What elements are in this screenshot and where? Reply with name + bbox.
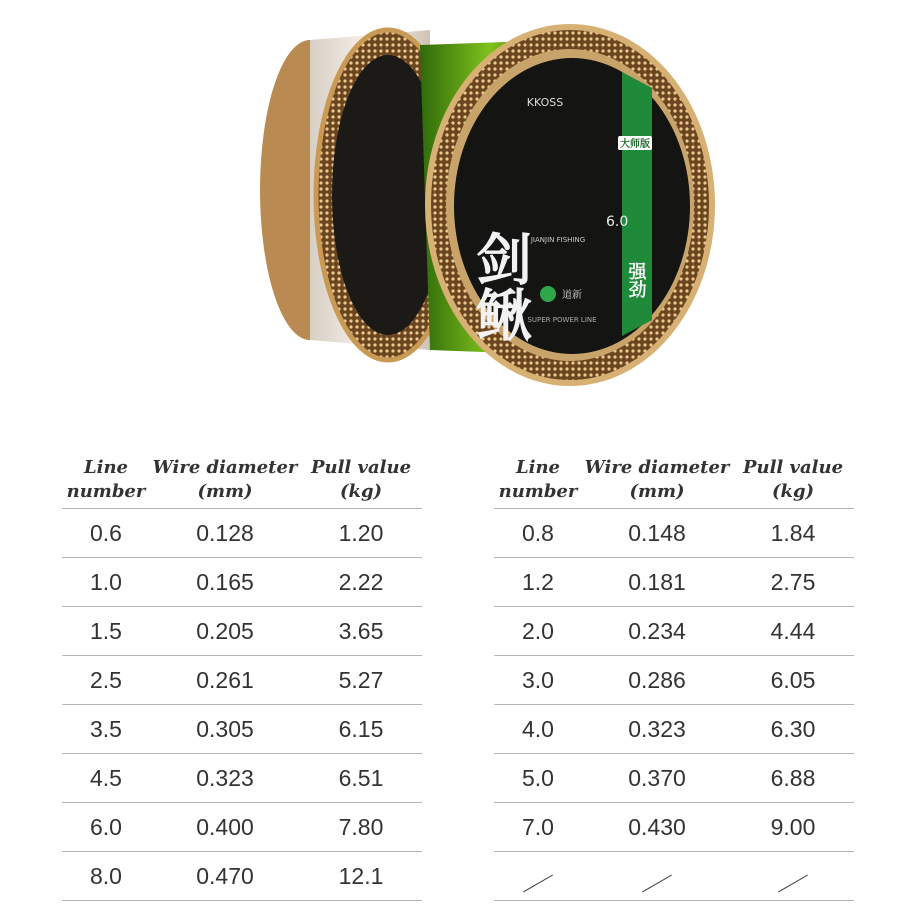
front-spool (420, 27, 712, 383)
table-row (62, 705, 422, 754)
line-number-cell: 1.0 (62, 558, 150, 607)
tag-label: 道新 (562, 290, 582, 301)
wire-diameter-cell: 0.400 (150, 803, 300, 852)
pull-value-cell: 6.15 (300, 705, 422, 754)
empty-cell-dash (732, 852, 854, 901)
line-number-cell: 7.0 (494, 803, 582, 852)
wire-diameter-cell: 0.323 (150, 754, 300, 803)
header-line-number: Line number (498, 457, 578, 502)
strong-label: 强劲 (625, 262, 647, 298)
edition-badge: 大师版 (620, 139, 650, 150)
pull-value-cell: 4.44 (732, 607, 854, 656)
table-header-row (62, 446, 422, 509)
line-number-cell: 0.8 (494, 509, 582, 558)
empty-cell-dash (582, 852, 732, 901)
wire-diameter-cell: 0.148 (582, 509, 732, 558)
table-row (494, 803, 854, 852)
pull-value-cell: 7.80 (300, 803, 422, 852)
line-number-cell: 3.0 (494, 656, 582, 705)
line-number-cell: 0.6 (62, 509, 150, 558)
wire-diameter-cell: 0.181 (582, 558, 732, 607)
table-row (494, 607, 854, 656)
table-row (62, 803, 422, 852)
header-line-number: Line number (66, 457, 146, 502)
pull-value-cell: 3.65 (300, 607, 422, 656)
table-row (494, 705, 854, 754)
wire-diameter-cell: 0.261 (150, 656, 300, 705)
wire-diameter-cell: 0.234 (582, 607, 732, 656)
line-number-cell: 3.5 (62, 705, 150, 754)
size-label: 6.0 (606, 214, 629, 230)
brand-text: KKOSS (526, 96, 564, 109)
wire-diameter-cell: 0.370 (582, 754, 732, 803)
table-row (62, 852, 422, 901)
wire-diameter-cell: 0.286 (582, 656, 732, 705)
table-row (62, 656, 422, 705)
pull-value-cell: 6.05 (732, 656, 854, 705)
tagline: SUPER POWER LINE (527, 316, 597, 324)
table-row (62, 607, 422, 656)
line-number-cell: 1.5 (62, 607, 150, 656)
pull-value-cell: 1.20 (300, 509, 422, 558)
table-row (494, 509, 854, 558)
line-number-cell: 5.0 (494, 754, 582, 803)
pull-value-cell: 6.30 (732, 705, 854, 754)
wire-diameter-cell: 0.470 (150, 852, 300, 901)
table-row (62, 558, 422, 607)
product-name-en: JIANJIN FISHING (530, 236, 586, 244)
wire-diameter-cell: 0.430 (582, 803, 732, 852)
slash-mark (778, 874, 808, 892)
table-row (494, 852, 854, 901)
table-header-row (494, 446, 854, 509)
wire-diameter-cell: 0.165 (150, 558, 300, 607)
header-pull-value: Pull value (kg) (742, 457, 844, 502)
product-image (0, 0, 924, 420)
table-row (62, 509, 422, 558)
pull-value-cell: 2.22 (300, 558, 422, 607)
line-number-cell: 2.0 (494, 607, 582, 656)
wire-diameter-cell: 0.205 (150, 607, 300, 656)
line-number-cell: 2.5 (62, 656, 150, 705)
pull-value-cell: 5.27 (300, 656, 422, 705)
pull-value-cell: 6.51 (300, 754, 422, 803)
table-row (494, 558, 854, 607)
table-row (62, 754, 422, 803)
line-number-cell: 4.5 (62, 754, 150, 803)
pull-value-cell: 2.75 (732, 558, 854, 607)
header-pull-value: Pull value (kg) (310, 457, 412, 502)
line-number-cell: 8.0 (62, 852, 150, 901)
line-number-cell: 1.2 (494, 558, 582, 607)
empty-cell-dash (494, 852, 582, 901)
line-number-cell: 6.0 (62, 803, 150, 852)
spec-table-left (62, 446, 422, 901)
header-wire-diameter: Wire diameter (mm) (584, 457, 730, 502)
header-wire-diameter: Wire diameter (mm) (152, 457, 298, 502)
spec-table-right (494, 446, 854, 901)
wire-diameter-cell: 0.323 (582, 705, 732, 754)
pull-value-cell: 1.84 (732, 509, 854, 558)
wire-diameter-cell: 0.128 (150, 509, 300, 558)
pull-value-cell: 6.88 (732, 754, 854, 803)
slash-mark (642, 874, 672, 892)
table-row (494, 656, 854, 705)
pull-value-cell: 12.1 (300, 852, 422, 901)
table-row (494, 754, 854, 803)
product-name-cn: 剑鳅 (467, 230, 533, 342)
wire-diameter-cell: 0.305 (150, 705, 300, 754)
line-number-cell: 4.0 (494, 705, 582, 754)
slash-mark (523, 874, 553, 892)
pull-value-cell: 9.00 (732, 803, 854, 852)
